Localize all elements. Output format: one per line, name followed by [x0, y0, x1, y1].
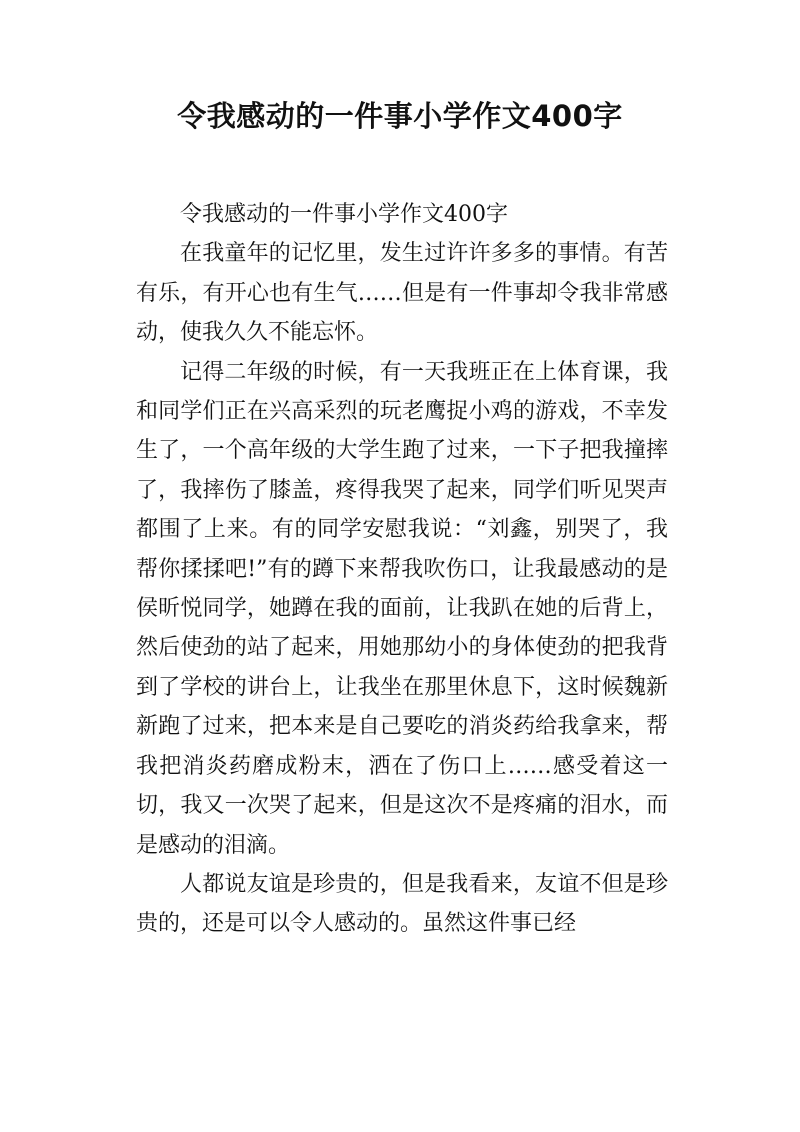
document-body [136, 195, 668, 944]
paragraph: 人都说友谊是珍贵的，但是我看来，友谊不但是珍贵的，还是可以令人感动的。虽然这件事已经 [136, 871, 668, 937]
paragraph-subtitle: 令我感动的一件事小学作文400字 [180, 202, 508, 227]
paragraph: 在我童年的记忆里，发生过许许多多的事情。有苦有乐，有开心也有生气……但是有一件事却令我非常感动，使我久久不能忘怀。 [136, 241, 668, 346]
document-title: 令我感动的一件事小学作文400字 [177, 99, 623, 133]
paragraph: 记得二年级的时候，有一天我班正在上体育课，我和同学们正在兴高采烈的玩老鹰捉小鸡的游戏，不幸发生了，一个高年级的大学生跑了过来，一下子把我撞摔了，我摔伤了膝盖，疼得我哭了起来，同学们听见哭声都围了上来。有的同学安慰我说：“刘鑫，别哭了，我帮你揉揉吧!”有的蹲下来帮我吹伤口，让我最感动的是侯昕悦同学，她蹲在我的面前，让我趴在她的后背上，然后使劲的站了起来，用她那幼小的身体使劲的把我背到了学校的讲台上，让我坐在那里休息下，这时候魏新新跑了过来，把本来是自己要吃的消炎药给我拿来，帮我把消炎药磨成粉末，洒在了伤口上……感受着这一切，我又一次哭了起来，但是这次不是疼痛的泪水，而是感动的泪滴。 [136, 359, 668, 858]
